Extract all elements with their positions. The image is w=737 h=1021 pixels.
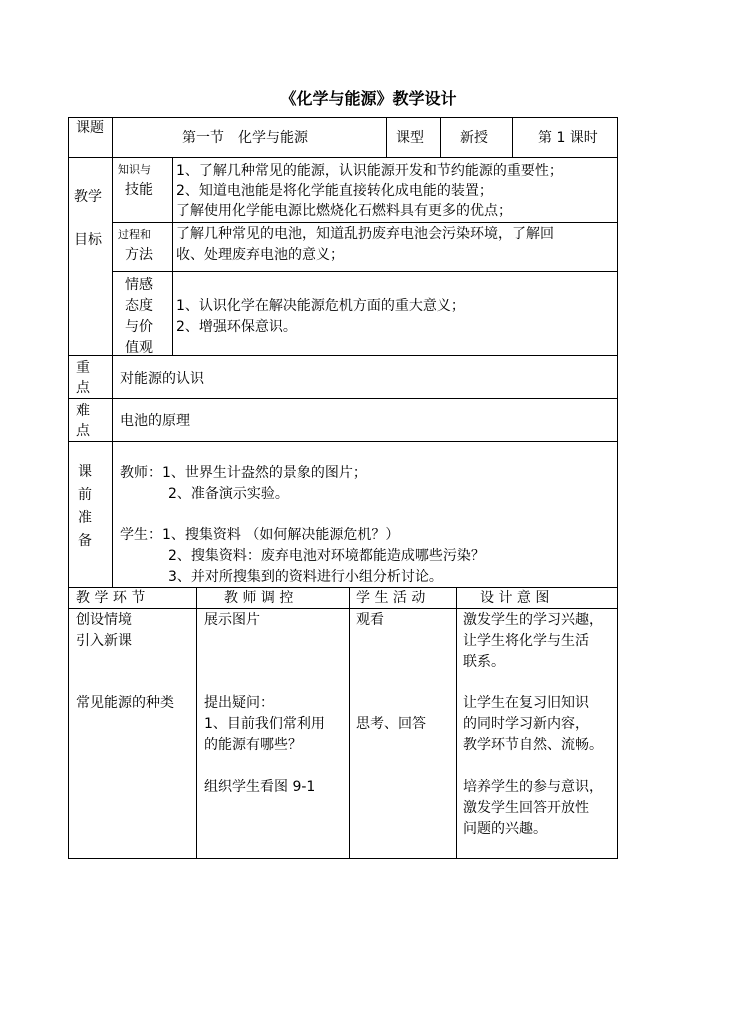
difficulty-label-1: 难 xyxy=(76,403,90,419)
lesson-period: 第 1 课时 xyxy=(538,130,598,146)
prep-student-line-2: 2、搜集资料：废弃电池对环境都能造成哪些污染？ xyxy=(168,548,485,564)
col-divider xyxy=(440,117,441,157)
intent-1-line-2: 让学生将化学与生活 xyxy=(463,633,589,649)
teacher-2-line-1: 提出疑问： xyxy=(204,695,274,711)
preparation-label: 课前准备 xyxy=(78,464,92,549)
intent-1-line-1: 激发学生的学习兴趣， xyxy=(463,612,603,628)
lesson-type-value: 新授 xyxy=(460,130,488,146)
intent-3-line-3: 问题的兴趣。 xyxy=(463,821,547,837)
knowledge-line-1: 1、了解几种常见的能源，认识能源开发和节约能源的重要性； xyxy=(176,163,563,179)
teacher-1: 展示图片 xyxy=(204,612,260,628)
row-divider xyxy=(68,398,618,399)
row-divider xyxy=(112,271,618,272)
key-point-label-2: 点 xyxy=(76,380,90,396)
col-divider xyxy=(196,587,197,859)
knowledge-label-1: 知识与 xyxy=(118,163,151,176)
difficulty-label-2: 点 xyxy=(76,423,90,439)
section-title: 第一节 化学与能源 xyxy=(182,130,308,146)
header-student: 学 生 活 动 xyxy=(356,590,426,606)
stage-1-line-2: 引入新课 xyxy=(76,633,132,649)
process-label-2: 方法 xyxy=(125,247,153,263)
teacher-2-line-3: 的能源有哪些？ xyxy=(204,737,302,753)
header-stage: 教 学 环 节 xyxy=(76,590,146,606)
attitude-line-2: 2、增强环保意识。 xyxy=(176,319,297,335)
objectives-label: 教学目标 xyxy=(74,189,102,248)
knowledge-label-2: 技能 xyxy=(125,182,153,198)
intent-1-line-3: 联系。 xyxy=(463,654,505,670)
process-label-1: 过程和 xyxy=(118,228,151,241)
header-teacher: 教 师 调 控 xyxy=(224,590,294,606)
intent-2-line-2: 的同时学习新内容， xyxy=(463,716,589,732)
process-line-2: 收、处理废弃电池的意义； xyxy=(176,247,344,263)
document-title: 《化学与能源》教学设计 xyxy=(280,89,457,108)
col-divider xyxy=(386,117,387,157)
intent-2-line-3: 教学环节自然、流畅。 xyxy=(463,737,603,753)
attitude-label-1: 情感 xyxy=(125,277,153,293)
intent-2-line-1: 让学生在复习旧知识 xyxy=(463,695,589,711)
lesson-type-label: 课型 xyxy=(396,130,424,146)
row-divider xyxy=(68,157,618,158)
student-1: 观看 xyxy=(356,612,384,628)
knowledge-line-2: 2、知道电池能是将化学能直接转化成电能的装置； xyxy=(176,183,493,199)
prep-teacher-line-1: 教师：1、世界生计盎然的景象的图片； xyxy=(120,465,367,481)
col-divider xyxy=(349,587,350,859)
col-divider xyxy=(512,117,513,157)
teacher-2-line-2: 1、目前我们常利用 xyxy=(204,716,325,732)
attitude-label-4: 值观 xyxy=(125,340,153,356)
stage-1-line-1: 创设情境 xyxy=(76,612,132,628)
header-intent: 设 计 意 图 xyxy=(480,590,550,606)
process-line-1: 了解几种常见的电池，知道乱扔废弃电池会污染环境，了解回 xyxy=(176,226,554,242)
col-divider xyxy=(112,117,113,441)
intent-3-line-1: 培养学生的参与意识， xyxy=(463,779,603,795)
subject-label: 课题 xyxy=(76,120,104,136)
difficulty-text: 电池的原理 xyxy=(120,413,190,429)
key-point-label-1: 重 xyxy=(76,360,90,376)
col-divider xyxy=(112,441,113,587)
prep-teacher-line-2: 2、准备演示实验。 xyxy=(168,486,289,502)
col-divider xyxy=(172,157,173,355)
attitude-label-3: 与价 xyxy=(125,319,153,335)
student-2: 思考、回答 xyxy=(356,716,426,732)
intent-3-line-2: 激发学生回答开放性 xyxy=(463,800,589,816)
prep-student-line-3: 3、并对所搜集到的资料进行小组分析讨论。 xyxy=(168,569,443,585)
teacher-3: 组织学生看图 9-1 xyxy=(204,779,316,795)
col-divider xyxy=(456,587,457,859)
key-point-text: 对能源的认识 xyxy=(120,371,204,387)
attitude-line-1: 1、认识化学在解决能源危机方面的重大意义； xyxy=(176,298,465,314)
attitude-label-2: 态度 xyxy=(125,298,153,314)
prep-student-line-1: 学生：1、搜集资料 （如何解决能源危机？） xyxy=(120,527,400,543)
knowledge-line-3: 了解使用化学能电源比燃烧化石燃料具有更多的优点； xyxy=(176,203,512,219)
row-divider xyxy=(68,441,618,442)
stage-2: 常见能源的种类 xyxy=(76,695,174,711)
